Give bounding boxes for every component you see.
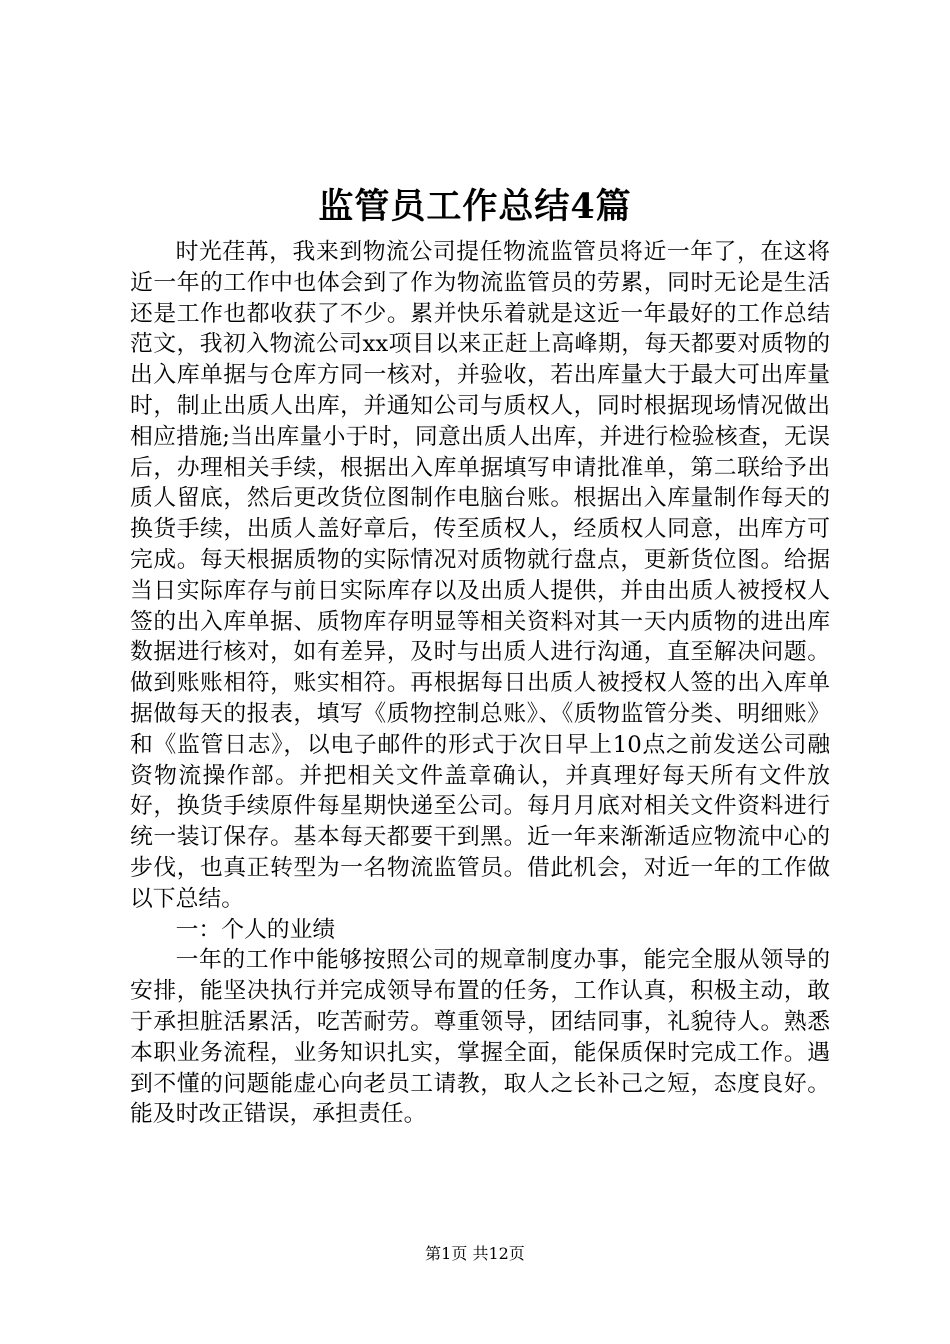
section-heading-personal-performance: 一：个人的业绩	[175, 916, 336, 943]
document-body	[130, 237, 830, 1130]
page-number-footer: 第1页 共12页	[425, 1244, 525, 1263]
document-title: 监管员工作总结4篇	[318, 186, 632, 227]
paragraph-personal-performance: 一年的工作中能够按照公司的规章制度办事，能完全服从领导的安排，能坚决执行并完成领导布置的任务，工作认真，积极主动，敢于承担脏活累活，吃苦耐劳。尊重领导，团结同事，礼貌待人。熟悉本职业务流程，业务知识扎实，掌握全面，能保质保时完成工作。遇到不懂的问题能虚心向老员工请教，取人之长补己之短，态度良好。能及时改正错误，承担责任。	[130, 947, 830, 1128]
paragraph-intro: 时光荏苒，我来到物流公司提任物流监管员将近一年了，在这将近一年的工作中也体会到了作为物流监管员的劳累，同时无论是生活还是工作也都收获了不少。累并快乐着就是这近一年最好的工作总结范文，我初入物流公司xx项目以来正赶上高峰期，每天都要对质物的出入库单据与仓库方同一核对，并验收，若出库量大于最大可出库量时，制止出质人出库，并通知公司与质权人，同时根据现场情况做出相应措施;当出库量小于时，同意出质人出库，并进行检验核查，无误后，办理相关手续，根据出入库单据填写申请批准单，第二联给予出质人留底，然后更改货位图制作电脑台账。根据出入库量制作每天的换货手续，出质人盖好章后，传至质权人，经质权人同意，出库方可完成。每天根据质物的实际情况对质物就行盘点，更新货位图。给据当日实际库存与前日实际库存以及出质人提供，并由出质人被授权人签的出入库单据、质物库存明显等相关资料对其一天内质物的进出库数据进行核对，如有差异，及时与出质人进行沟通，直至解决问题。做到账账相符，账实相符。再根据每日出质人被授权人签的出入库单据做每天的报表，填写《质物控制总账》、《质物监管分类、明细账》和《监管日志》，以电子邮件的形式于次日早上10点之前发送公司融资物流操作部。并把相关文件盖章确认，并真理好每天所有文件放好，换货手续原件每星期快递至公司。每月月底对相关文件资料进行统一装订保存。基本每天都要干到黑。近一年来渐渐适应物流中心的步伐，也真正转型为一名物流监管员。借此机会，对近一年的工作做以下总结。	[130, 239, 830, 912]
